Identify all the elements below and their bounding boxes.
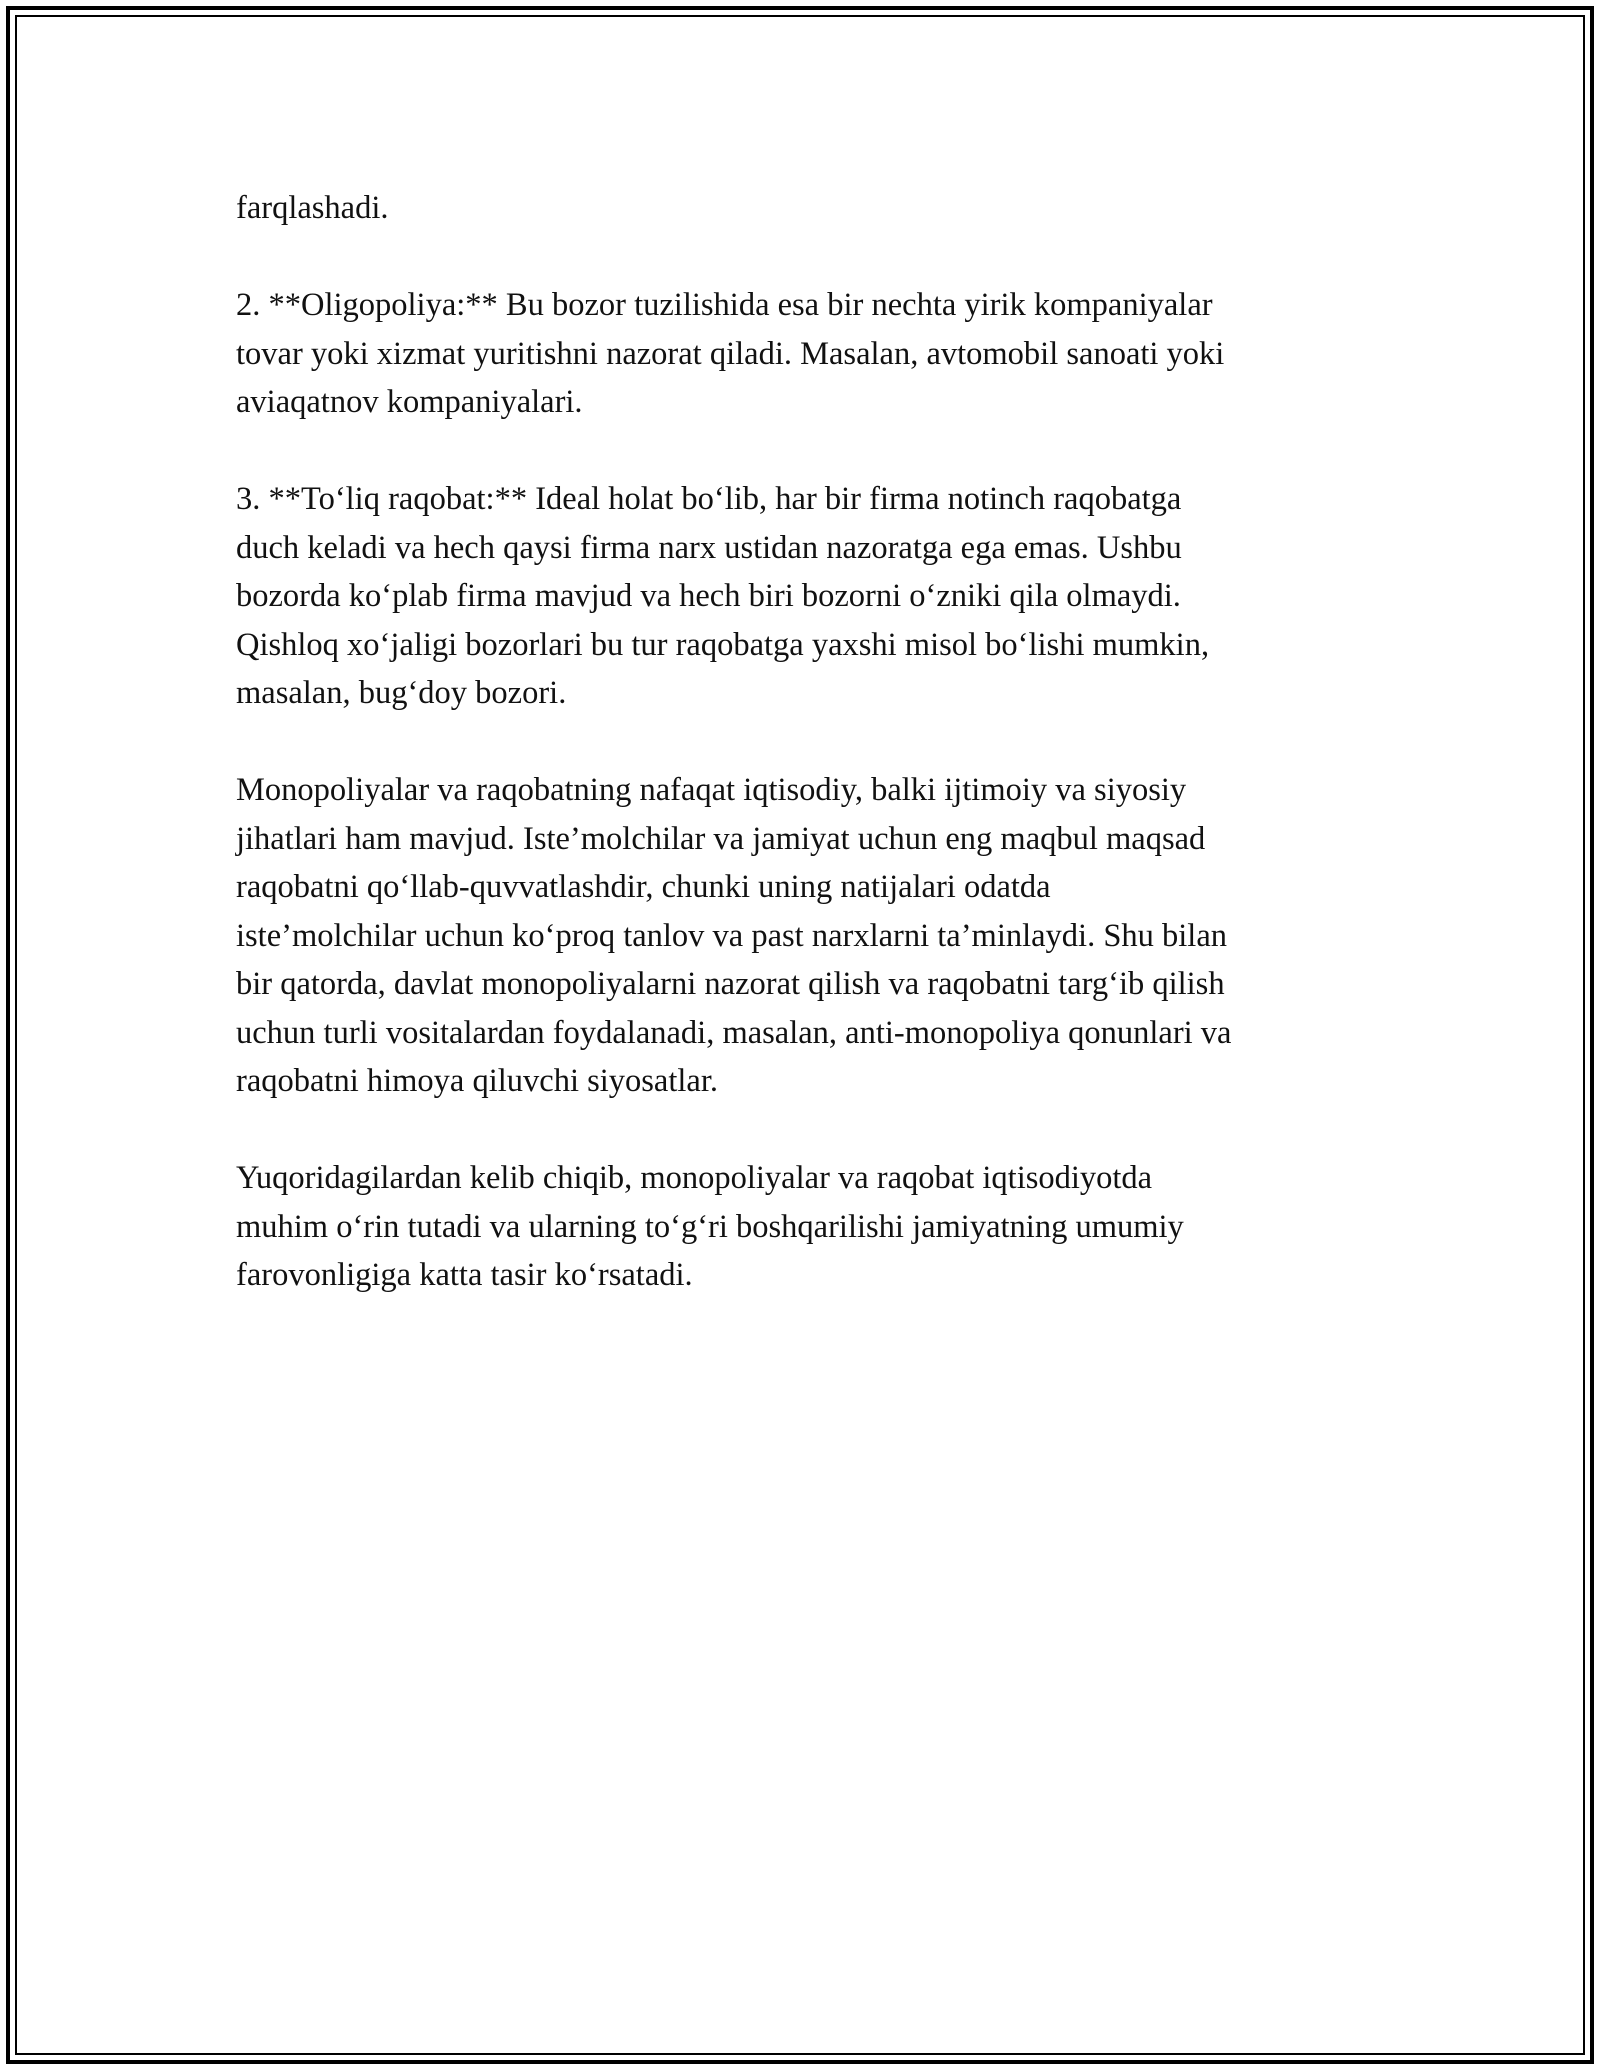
paragraph-continuation: farqlashadi. xyxy=(236,190,389,226)
document-body xyxy=(236,184,1376,1348)
paragraph-social-aspects: Monopoliyalar va raqobatning nafaqat iqtisodiy, balki ijtimoiy va siyosiy jihatlari ham mavjud. Iste’molchilar va jamiyat uchun eng maqbul maqsad raqobatni qo‘llab-quvvatlashdir, chunki uning natijalari odatda iste’molchilar uchun ko‘proq tanlov va past narxlarni ta’minlaydi. Shu bilan bir qatorda, davlat monopoliyalarni nazorat qilish va raqobatni targ‘ib qilish uchun turli vositalardan foydalanadi, masalan, anti-monopoliya qonunlari va raqobatni himoya qiluvchi siyosatlar. xyxy=(236,772,1232,1099)
paragraph-conclusion: Yuqoridagilardan kelib chiqib, monopoliyalar va raqobat iqtisodiyotda muhim o‘rin tutadi va ularning to‘g‘ri boshqarilishi jamiyatning umumiy farovonligiga katta tasir ko‘rsatadi. xyxy=(236,1160,1184,1293)
paragraph-perfect-competition: 3. **To‘liq raqobat:** Ideal holat bo‘lib, har bir firma notinch raqobatga duch keladi va hech qaysi firma narx ustidan nazoratga ega emas. Ushbu bozorda ko‘plab firma mavjud va hech biri bozorni o‘zniki qila olmaydi. Qishloq xo‘jaligi bozorlari bu tur raqobatga yaxshi misol bo‘lishi mumkin, masalan, bug‘doy bozori. xyxy=(236,481,1210,711)
paragraph-oligopoly: 2. **Oligopoliya:** Bu bozor tuzilishida esa bir nechta yirik kompaniyalar tovar yoki xizmat yuritishni nazorat qiladi. Masalan, avtomobil sanoati yoki aviaqatnov kompaniyalari. xyxy=(236,287,1225,420)
